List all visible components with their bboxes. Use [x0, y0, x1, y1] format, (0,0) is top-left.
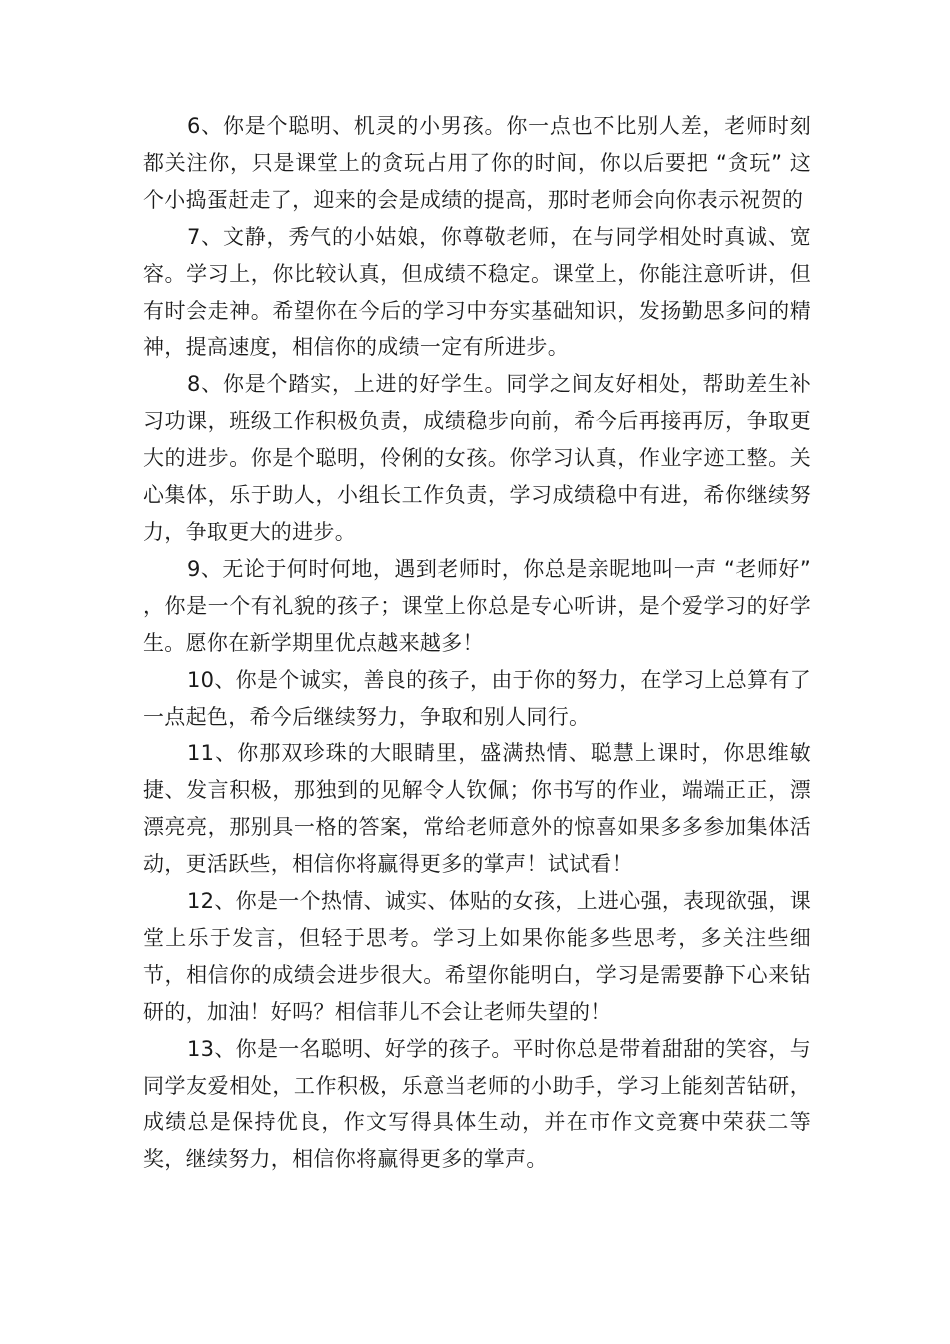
comment-paragraph-11: 11、你那双珍珠的大眼睛里，盛满热情、聪慧上课时，你思维敏捷、发言积极，那独到的见解令人钦佩；你书写的作业，端端正正，漂漂亮亮，那别具一格的答案，常给老师意外的惊喜如果多多参加集体活动，更活跃些，相信你将赢得更多的掌声！试试看！: [143, 741, 811, 877]
comment-paragraph-7: 7、文静，秀气的小姑娘，你尊敬老师，在与同学相处时真诚、宽容。学习上，你比较认真，但成绩不稳定。课堂上，你能注意听讲，但有时会走神。希望你在今后的学习中夯实基础知识，发扬勤思多问的精神，提高速度，相信你的成绩一定有所进步。: [143, 224, 811, 360]
comment-paragraph-9: 9、无论于何时何地，遇到老师时，你总是亲昵地叫一声 “老师好” ，你是一个有礼貌的孩子；课堂上你总是专心听讲，是个爱学习的好学生。愿你在新学期里优点越来越多！: [143, 556, 811, 655]
comment-paragraph-6: 6、你是个聪明、机灵的小男孩。你一点也不比别人差，老师时刻都关注你，只是课堂上的贪玩占用了你的时间，你以后要把 “贪玩” 这个小捣蛋赶走了，迎来的会是成绩的提高，那时老师会向你表示祝贺的: [143, 114, 811, 212]
document-page: [143, 108, 811, 1178]
comment-paragraph-10: 10、你是个诚实，善良的孩子，由于你的努力，在学习上总算有了一点起色，希今后继续努力，争取和别人同行。: [143, 667, 811, 729]
comment-paragraph-8: 8、你是个踏实，上进的好学生。同学之间友好相处，帮助差生补习功课，班级工作积极负责，成绩稳步向前，希今后再接再厉，争取更大的进步。你是个聪明，伶俐的女孩。你学习认真，作业字迹工整。关心集体，乐于助人，小组长工作负责，学习成绩稳中有进，希你继续努力，争取更大的进步。: [143, 372, 811, 544]
comment-paragraph-12: 12、你是一个热情、诚实、体贴的女孩，上进心强，表现欲强，课堂上乐于发言，但轻于思考。学习上如果你能多些思考，多关注些细节，相信你的成绩会进步很大。希望你能明白，学习是需要静下心来钻研的，加油！好吗？相信菲儿不会让老师失望的！: [143, 889, 811, 1024]
comment-paragraph-13: 13、你是一名聪明、好学的孩子。平时你总是带着甜甜的笑容，与同学友爱相处，工作积极，乐意当老师的小助手，学习上能刻苦钻研，成绩总是保持优良，作文写得具体生动，并在市作文竞赛中荣获二等奖，继续努力，相信你将赢得更多的掌声。: [143, 1036, 811, 1172]
